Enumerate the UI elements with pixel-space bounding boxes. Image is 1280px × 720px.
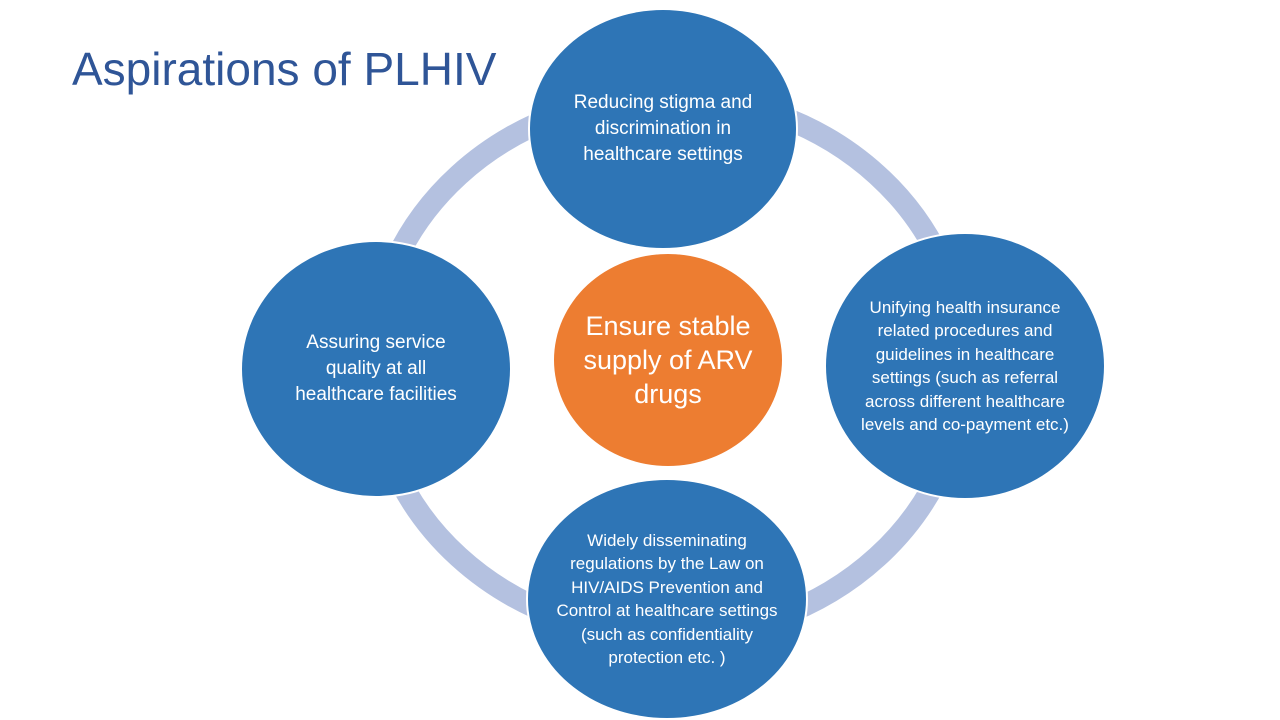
center-node-arv-supply [552,252,784,468]
slide-title: Aspirations of PLHIV [72,43,497,95]
node-reducing-stigma [528,8,798,250]
center-node-label: Ensure stable supply of ARV drugs [583,311,753,409]
node-unifying-health-insurance [824,232,1106,500]
node-unifying-health-insurance-label: Unifying health insurance related procedures and guidelines in healthcare settings (such as referral across different healthcare levels and co-payment etc.) [861,297,1069,434]
node-disseminating-regulations-label: Widely disseminating regulations by the Law on HIV/AIDS Prevention and Control at healthcare settings (such as confidentiality protection etc. ) [556,530,778,667]
node-disseminating-regulations [526,478,808,720]
node-reducing-stigma-label: Reducing stigma and discrimination in healthcare settings [573,92,753,165]
node-assuring-service-quality-label: Assuring service quality at all healthcare facilities [295,332,457,405]
node-assuring-service-quality [240,240,512,498]
